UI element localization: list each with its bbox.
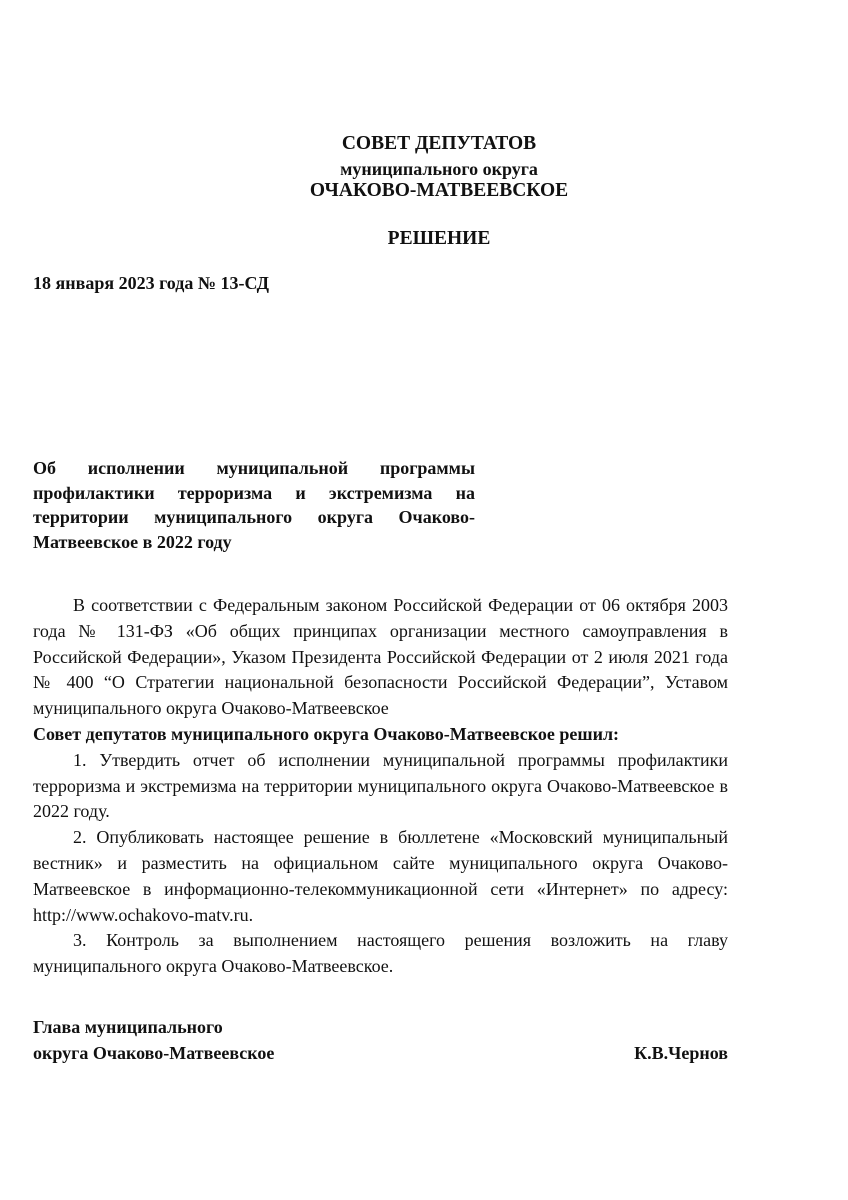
document-type: РЕШЕНИЕ — [387, 228, 491, 249]
signature-name: К.В.Чернов — [634, 1042, 728, 1063]
signature-block — [33, 1015, 728, 1066]
organization-subtitle: муниципального округа — [340, 159, 538, 179]
resolution-item: 1. Утвердить отчет об исполнении муниципальной программы профилактики терроризма и экстремизма на территории муниципального округа Очаково-Матвеевское в 2022 году. — [33, 749, 728, 822]
date-number: 18 января 2023 года № 13-СД — [33, 273, 269, 293]
resolution-line: Совет депутатов муниципального округа Очаково-Матвеевское решил: — [33, 723, 620, 744]
organization-title: СОВЕТ ДЕПУТАТОВ — [341, 133, 537, 154]
signature-title-line2: округа Очаково-Матвеевское — [33, 1042, 275, 1063]
preamble-paragraph: В соответствии с Федеральным законом Российской Федерации от 06 октября 2003 года № 131-ФЗ «Об общих принципах организации местного самоуправления в Российской Федерации», Указом Президента Российской Федерации от 2 июля 2021 года № 400 “О Стратегии национальной безопасности Российской Федерации”, Уставом муниципального округа Очаково-Матвеевское — [33, 595, 728, 719]
resolution-item: 3. Контроль за выполнением настоящего решения возложить на главу муниципального округа Очаково-Матвеевское. — [33, 930, 728, 977]
document-body — [33, 593, 728, 980]
signature-title-line1: Глава муниципального — [33, 1017, 223, 1037]
district-name: ОЧАКОВО-МАТВЕЕВСКОЕ — [309, 180, 569, 201]
document-subject: Об исполнении муниципальной программы профилактики терроризма и экстремизма на территории муниципального округа Очаково-Матвеевское в 2022 году — [33, 458, 475, 552]
resolution-item: 2. Опубликовать настоящее решение в бюллетене «Московский муниципальный вестник» и разместить на официальном сайте муниципального округа Очаково-Матвеевское в информационно-телекоммуникационной сети «Интернет» по адресу: http://www.ochakovo-matv.ru. — [33, 827, 728, 925]
